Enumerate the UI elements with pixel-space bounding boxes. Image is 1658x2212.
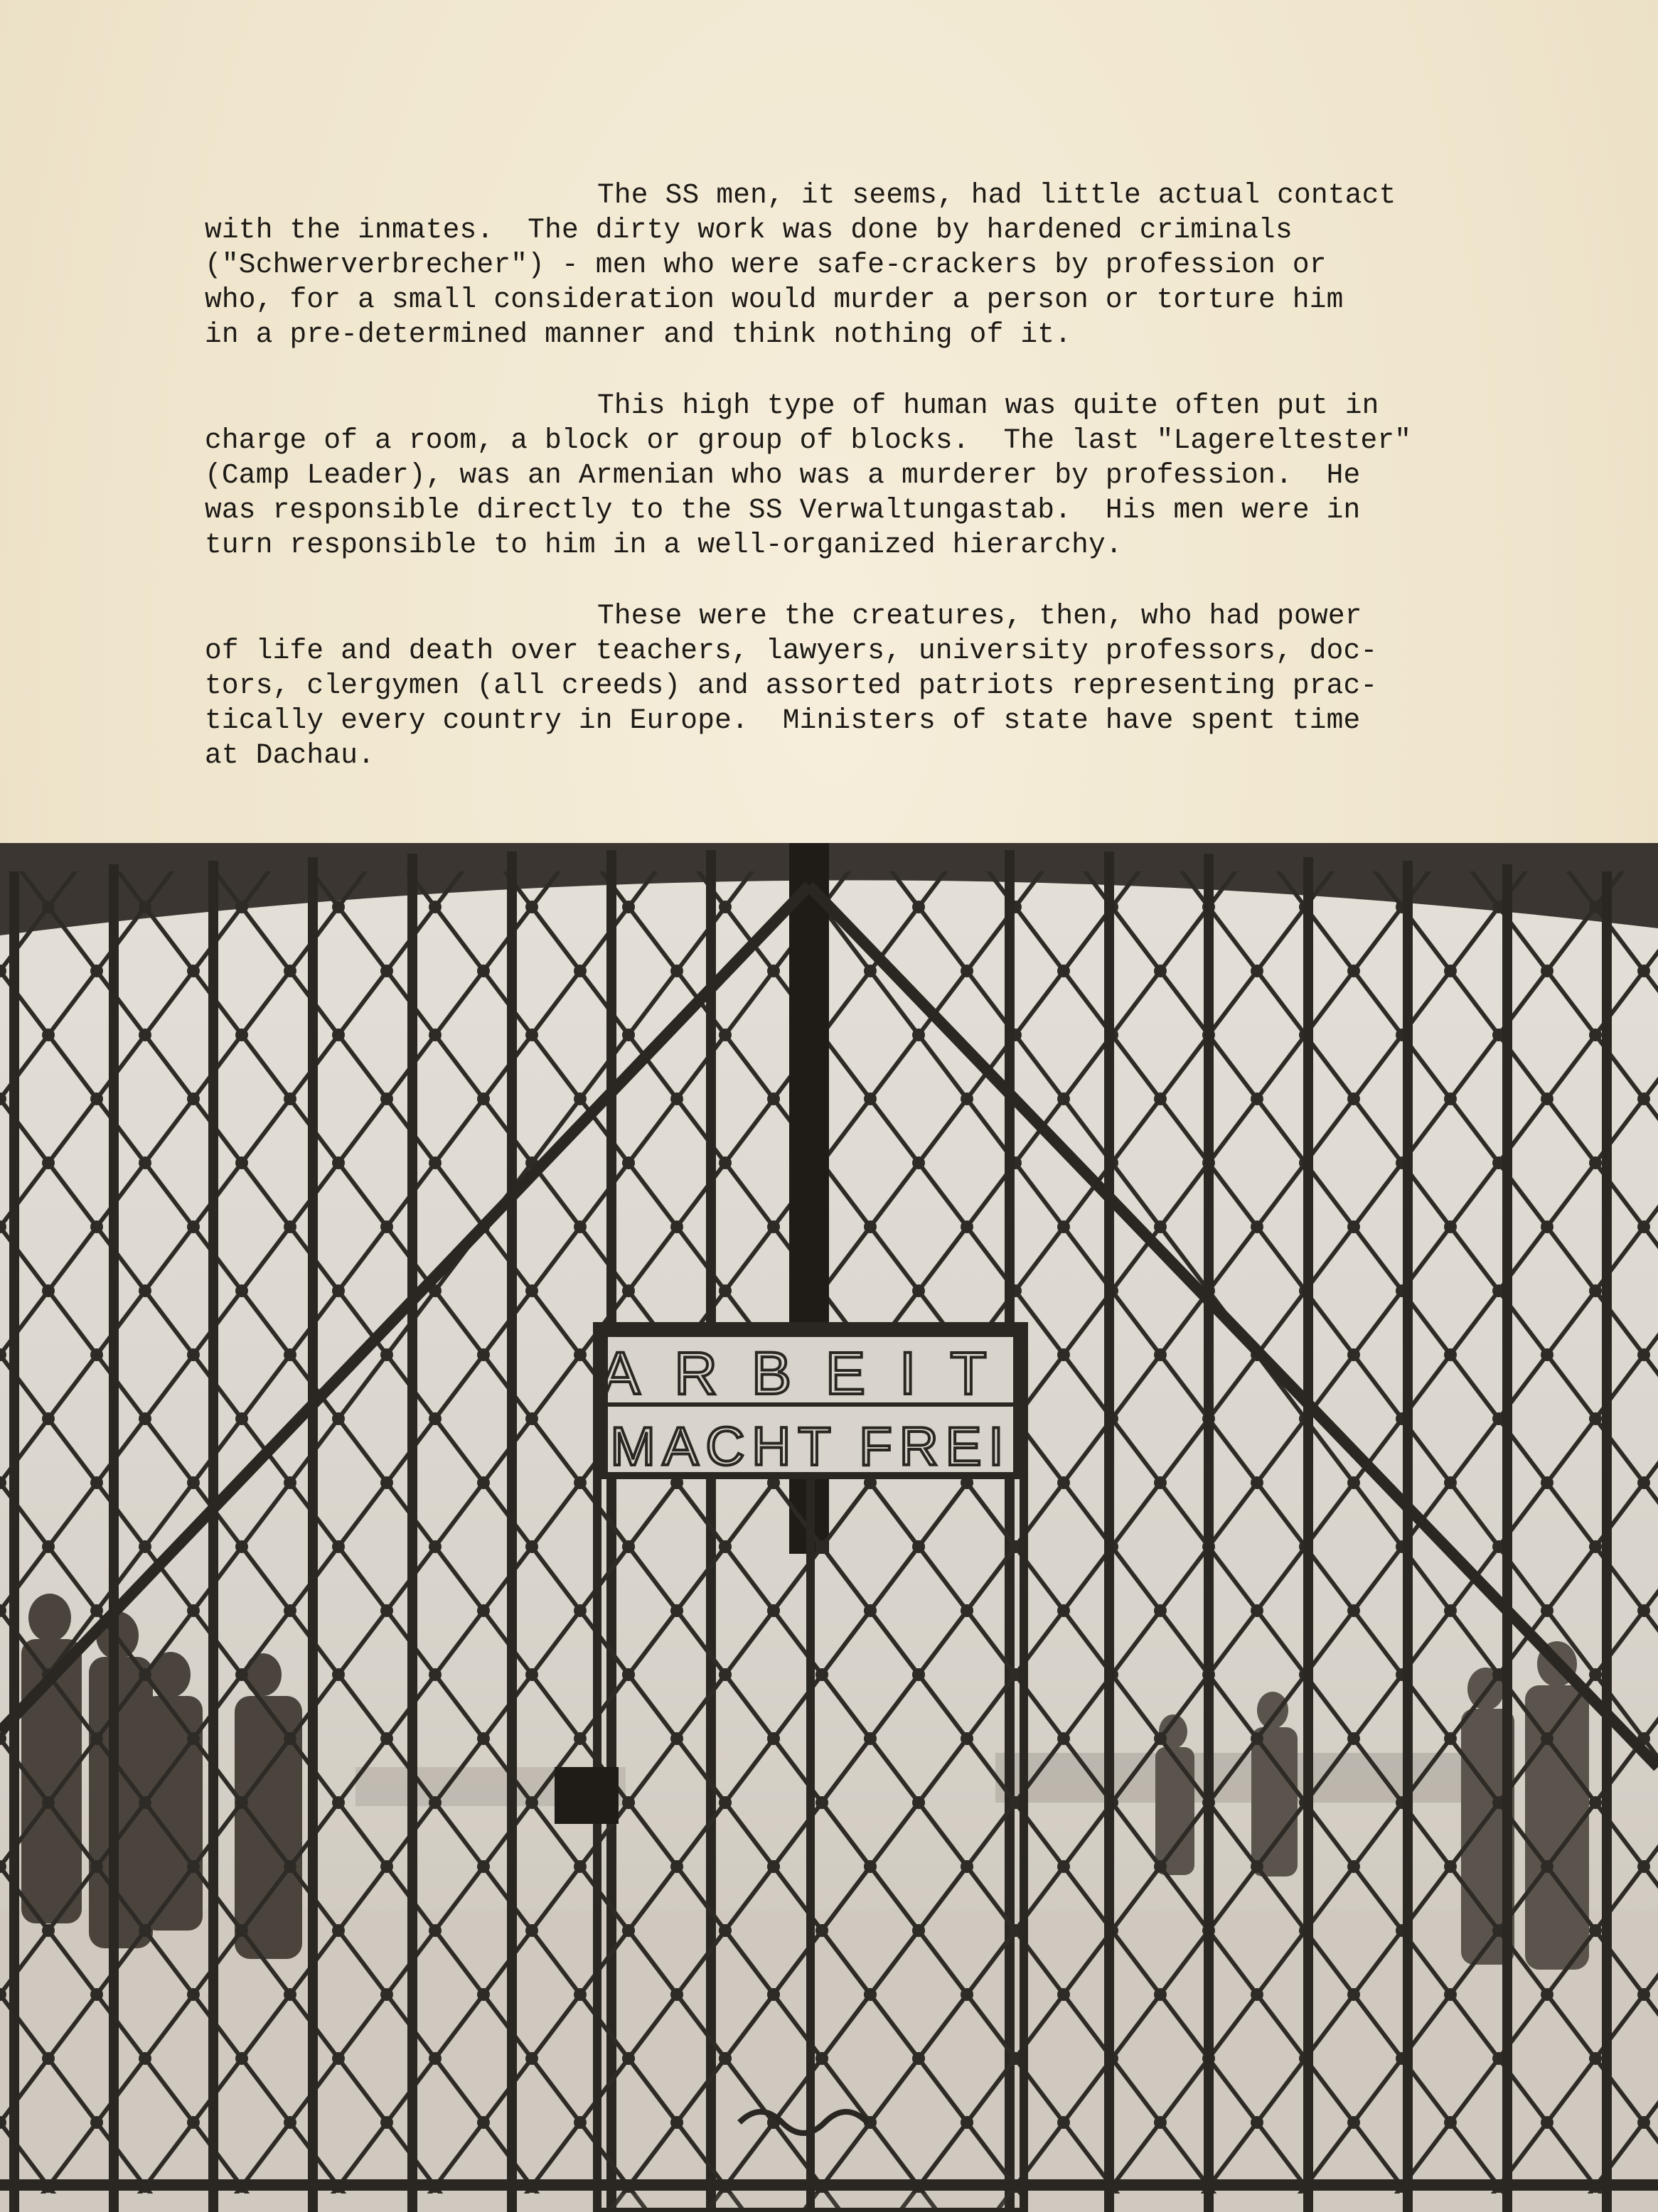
body-text [205, 178, 1456, 809]
paragraph-2 [205, 388, 1456, 562]
gate-sign-line1: ARBEIT [600, 1340, 1021, 1407]
text-line: who, for a small consideration would murder a person or torture him [205, 284, 1344, 316]
text-line: ("Schwerverbrecher") - men who were safe-crackers by profession or [205, 249, 1327, 281]
text-line: in a pre-determined manner and think nothing of it. [205, 318, 1072, 350]
text-line: charge of a room, a block or group of blocks. The last "Lagereltester" [205, 424, 1412, 456]
gate-bottom-rail [0, 2179, 1658, 2191]
gate-photograph [0, 843, 1658, 2212]
text-line: of life and death over teachers, lawyers, university professors, doc- [205, 635, 1378, 667]
paragraph-3 [205, 598, 1456, 773]
door-lock [555, 1767, 619, 1824]
text-line: turn responsible to him in a well-organized hierarchy. [205, 529, 1123, 561]
text-line: with the inmates. The dirty work was done by hardened criminals [205, 214, 1293, 246]
text-line: (Camp Leader), was an Armenian who was a murderer by profession. He [205, 459, 1361, 491]
paragraph-1 [205, 178, 1456, 352]
text-line: tors, clergymen (all creeds) and assorted patriots representing prac- [205, 670, 1378, 702]
text-line: tically every country in Europe. Ministers of state have spent time [205, 704, 1361, 736]
gate-sign-line2: MACHT FREI [610, 1417, 1011, 1477]
text-line: was responsible directly to the SS Verwaltungastab. His men were in [205, 494, 1361, 526]
text-line: These were the creatures, then, who had power [597, 600, 1362, 632]
text-line: at Dachau. [205, 739, 375, 771]
text-line: This high type of human was quite often put in [597, 390, 1379, 422]
text-line: The SS men, it seems, had little actual contact [597, 179, 1396, 211]
